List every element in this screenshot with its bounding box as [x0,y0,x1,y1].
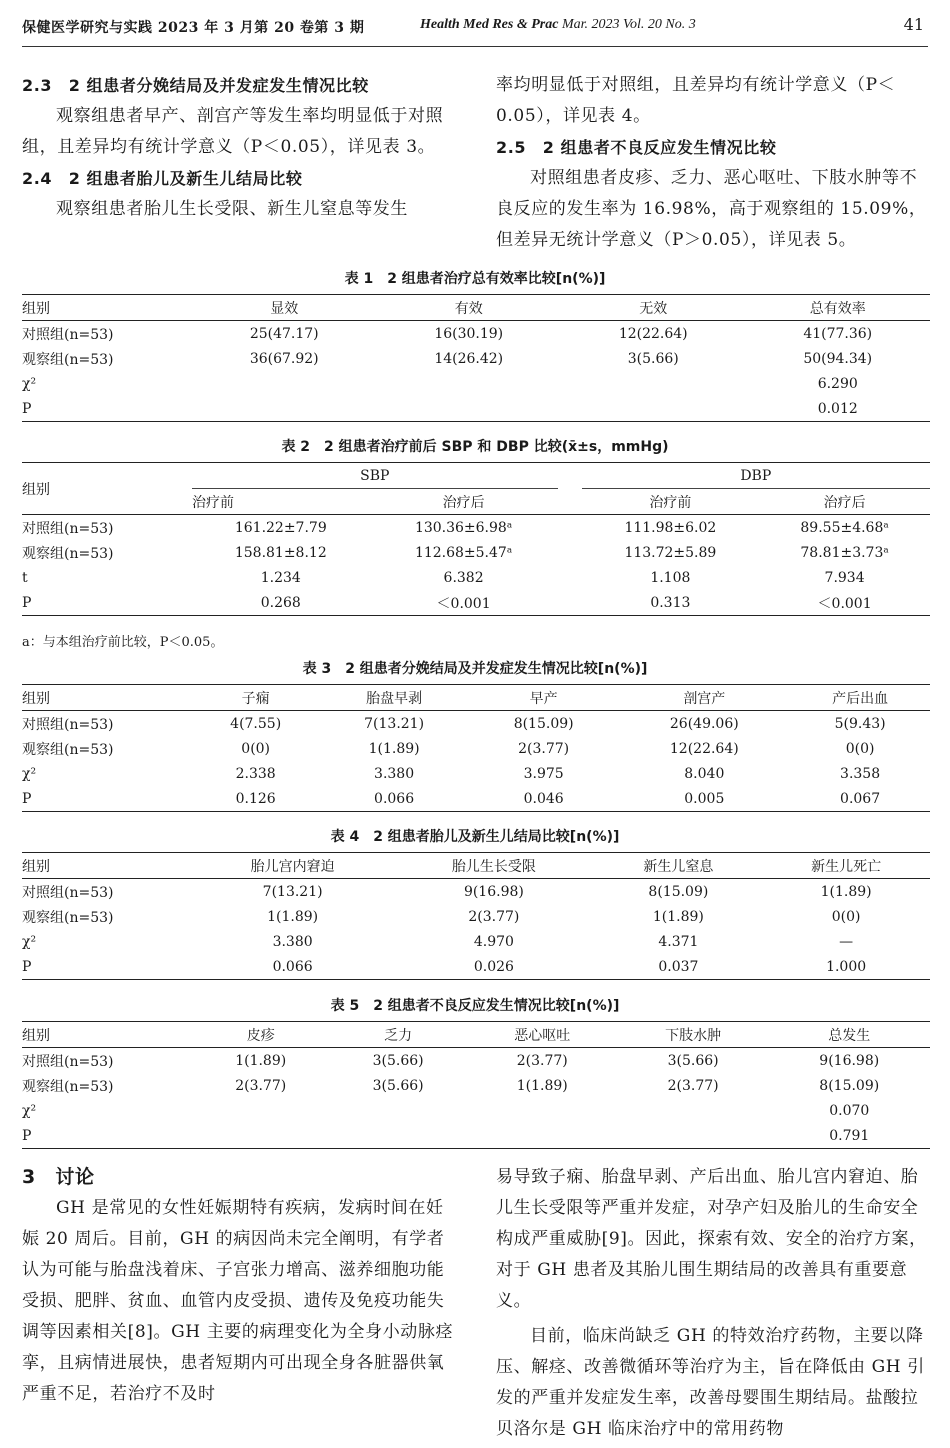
discussion-paragraph-1-continued: 易导致子痫、胎盘早剥、产后出血、胎儿宫内窘迫、胎儿生长受限等严重并发症，对孕产妇及胎儿的生命安全构成严重威胁[9]。因此，探索有效、安全的治疗方案，对于 GH 患者及其胎儿围生期结局的改善具有重要意义。 [496,1167,927,1311]
table-cell: 2(3.77) [516,1052,568,1069]
table-cell: 8.040 [684,765,725,782]
table-2-footnote: a：与本组治疗前比较，P＜0.05。 [22,635,224,650]
table-cell: 0.070 [829,1102,870,1119]
table-cell [467,1098,618,1123]
table-cell: 0.126 [192,786,319,812]
table-cell: χ² [22,375,37,392]
table-cell: 111.98±6.02 [624,519,717,536]
table-header-cell: 组别 [22,463,192,515]
table-cell: 3(5.66) [372,1077,424,1094]
table-row [22,761,930,786]
table-cell [467,1123,618,1149]
table-cell: P [22,590,192,616]
table-cell: 7(13.21) [262,883,323,900]
table-cell: 130.36±6.98ᵃ [414,519,513,536]
table-cell: 0.313 [582,590,760,616]
table-cell: 9(16.98) [819,1052,880,1069]
table-cell [618,1098,769,1123]
table-cell: 1.000 [762,954,930,980]
table-cell: 2.338 [235,765,276,782]
table-cell: 7(13.21) [364,715,425,732]
page-number: 41 [903,15,924,34]
discussion-paragraph-2: 目前，临床尚缺乏 GH 的特效治疗药物，主要以降压、解痉、改善微循环等治疗为主，旨在降低由 GH 引发的严重并发症发生率，改善母婴围生期结局。盐酸拉贝洛尔是 GH 临床治疗中的常用药物 [496,1326,925,1439]
table-cell: 对照组(n=53) [22,520,114,537]
table-header-row [22,463,930,489]
table-cell: 0.037 [595,954,763,980]
table-header-row [22,853,930,879]
table-cell: 2(3.77) [667,1077,719,1094]
table-cell: 0(0) [845,740,875,757]
table-cell: 6.382 [443,569,484,586]
table-row [22,954,930,980]
table-cell: 0.005 [618,786,790,812]
table-header-cell: 总有效率 [746,295,931,321]
table-cell: 0.066 [192,954,393,980]
table-cell: 2(3.77) [235,1077,287,1094]
table-cell: 3.380 [272,933,313,950]
table-cell: 1(1.89) [516,1077,568,1094]
table-row [22,786,930,812]
table-cell: P [22,786,192,812]
table-cell: 对照组(n=53) [22,326,114,343]
lower-left-column [22,1162,458,1410]
table-row [22,565,930,590]
table-header-cell: 无效 [561,295,746,321]
table-cell: 1(1.89) [652,908,704,925]
table-header-cell: 剖宫产 [618,685,790,711]
table-header-cell: 新生儿窒息 [595,853,763,879]
table-cell: P [22,954,192,980]
table-cell: 观察组(n=53) [22,1078,114,1095]
table-cell: t [22,569,28,586]
table-cell: 7.934 [824,569,865,586]
table-cell: 161.22±7.79 [234,519,327,536]
table-1 [22,294,930,422]
table-cell: ＜0.001 [759,590,930,616]
table-cell: 14(26.42) [434,350,504,367]
table-2 [22,462,930,616]
table-header-cell: 胎儿生长受限 [393,853,594,879]
table-cell: 对照组(n=53) [22,716,114,733]
table-row [22,879,930,905]
table-header-cell: 治疗前 [192,489,370,515]
table-cell [192,1098,329,1123]
table-cell: 0.026 [393,954,594,980]
table-cell: 26(49.06) [669,715,739,732]
table-header-row [22,685,930,711]
table-row [22,371,930,396]
table-cell: 3.380 [374,765,415,782]
table-header-cell: 显效 [192,295,377,321]
table-cell: 1(1.89) [820,883,872,900]
table-cell [377,371,562,396]
table-cell: 对照组(n=53) [22,1053,114,1070]
table-header-cell: 治疗后 [370,489,558,515]
table-cell: 113.72±5.89 [624,544,717,561]
table-header-cell: 组别 [22,853,192,879]
table-header-cell: 子痫 [192,685,319,711]
table-cell: 4(7.55) [230,715,282,732]
table-cell: 3.358 [840,765,881,782]
table-cell: 观察组(n=53) [22,545,114,562]
table-cell: P [22,396,192,422]
section-2-5-text: 对照组患者皮疹、乏力、恶心呕吐、下肢水肿等不良反应的发生率为 16.98%，高于观察组的 15.09%，但差异无统计学意义（P＞0.05），详见表 5。 [496,168,927,250]
table-cell [192,1123,329,1149]
table-row [22,1098,930,1123]
table-4 [22,852,930,980]
table-cell: ＜0.001 [370,590,558,616]
table-header-cell: 组别 [22,685,192,711]
table-cell: 41(77.36) [803,325,873,342]
table-cell: 8(15.09) [513,715,574,732]
table-cell: 1(1.89) [267,908,319,925]
table-5-title: 表 5 2 组患者不良反应发生情况比较[n(%)] [330,998,620,1014]
section-2-4-title: 2.4 2 组患者胎儿及新生儿结局比较 [22,169,303,188]
table-header-cell: 组别 [22,295,192,321]
table-4-title: 表 4 2 组患者胎儿及新生儿结局比较[n(%)] [330,829,620,845]
table-cell: 0.268 [192,590,370,616]
table-cell: χ² [22,933,37,950]
table-3 [22,684,930,812]
table-cell: 2(3.77) [468,908,520,925]
section-2-3-text: 观察组患者早产、剖宫产等发生率均明显低于对照组，且差异均有统计学意义（P＜0.05），详见表 3。 [22,106,444,157]
table-cell [377,396,562,422]
table-cell: 观察组(n=53) [22,351,114,368]
table-3-title: 表 3 2 组患者分娩结局及并发症发生情况比较[n(%)] [302,661,648,677]
table-1-title: 表 1 2 组患者治疗总有效率比较[n(%)] [344,271,606,287]
table-header-cell: SBP [192,463,558,489]
lower-right-column [496,1162,930,1445]
table-cell [192,396,377,422]
table-5 [22,1021,930,1149]
upper-right-column [496,70,930,256]
discussion-paragraph-1: GH 是常见的女性妊娠期特有疾病，发病时间在妊娠 20 周后。目前，GH 的病因尚未完全阐明，有学者认为可能与胎盘浅着床、子宫张力增高、滋养细胞功能受损、肥胖、贫血、血管内皮受损、遗传及免疫功能失调等因素相关[8]。GH 主要的病理变化为全身小动脉痉挛，且病情进展快，患者短期内可出现全身各脏器供氧严重不足，若治疗不及时 [22,1198,454,1404]
journal-name-en: Health Med Res & Prac [420,17,559,32]
table-cell: 12(22.64) [618,325,688,342]
table-header-cell: 早产 [469,685,619,711]
table-header-cell: 治疗后 [759,489,930,515]
table-header-cell: 新生儿死亡 [762,853,930,879]
table-row [22,736,930,761]
table-row [22,1123,930,1149]
table-row [22,590,930,616]
table-cell: 158.81±8.12 [234,544,327,561]
table-header-cell: 乏力 [329,1022,466,1048]
table-header-cell: 产后出血 [790,685,930,711]
table-cell: 1(1.89) [235,1052,287,1069]
table-row [22,540,930,565]
table-row [22,515,930,541]
table-cell: — [839,933,854,950]
table-header-row [22,1022,930,1048]
table-cell: 50(94.34) [803,350,873,367]
table-row [22,711,930,737]
table-cell: 0.791 [769,1123,930,1149]
table-cell: 4.970 [473,933,514,950]
table-cell: 3(5.66) [372,1052,424,1069]
table-cell: 6.290 [817,375,858,392]
table-cell: 4.371 [658,933,699,950]
table-cell: 112.68±5.47ᵃ [414,544,513,561]
table-cell: 0(0) [831,908,861,925]
table-cell: 9(16.98) [463,883,524,900]
table-2-title: 表 2 2 组患者治疗前后 SBP 和 DBP 比较(x̄±s，mmHg) [281,439,669,455]
table-cell: 1.234 [260,569,301,586]
table-header-cell: 下肢水肿 [618,1022,769,1048]
table-cell: 12(22.64) [669,740,739,757]
table-cell: 3(5.66) [627,350,679,367]
table-header-cell: 治疗前 [582,489,760,515]
table-cell: 89.55±4.68ᵃ [800,519,889,536]
table-header-cell: 胎盘早剥 [319,685,469,711]
table-cell: 1(1.89) [368,740,420,757]
table-row [22,346,930,371]
table-header-cell: 恶心呕吐 [467,1022,618,1048]
table-cell: 16(30.19) [434,325,504,342]
table-cell: 观察组(n=53) [22,909,114,926]
table-cell: 2(3.77) [518,740,570,757]
table-row [22,396,930,422]
table-header-cell: 胎儿宫内窘迫 [192,853,393,879]
table-cell: 8(15.09) [819,1077,880,1094]
table-cell: 25(47.17) [249,325,319,342]
table-row [22,929,930,954]
section-2-3-title: 2.3 2 组患者分娩结局及并发症发生情况比较 [22,76,369,95]
table-cell: 36(67.92) [249,350,319,367]
table-cell: 观察组(n=53) [22,741,114,758]
journal-header-cn: 保健医学研究与实践 2023 年 3 月第 20 卷第 3 期 [22,20,365,36]
section-2-5-title: 2.5 2 组患者不良反应发生情况比较 [496,138,777,157]
table-row [22,904,930,929]
table-cell: 0.066 [319,786,469,812]
table-cell: χ² [22,765,37,782]
table-cell: 0.067 [790,786,930,812]
table-header-cell: 皮疹 [192,1022,329,1048]
table-cell: 对照组(n=53) [22,884,114,901]
section-2-4-continued: 率均明显低于对照组，且差异均有统计学意义（P＜0.05），详见表 4。 [496,75,896,126]
table-header-cell: 有效 [377,295,562,321]
table-cell: 5(9.43) [834,715,886,732]
table-cell: χ² [22,1102,37,1119]
table-cell: P [22,1123,192,1149]
table-cell [329,1098,466,1123]
table-cell: 8(15.09) [648,883,709,900]
table-cell [192,371,377,396]
table-header-cell: 组别 [22,1022,192,1048]
table-header-row [22,295,930,321]
table-header-cell: 总发生 [769,1022,930,1048]
table-cell: 78.81±3.73ᵃ [800,544,889,561]
table-row [22,1073,930,1098]
table-cell: 3(5.66) [667,1052,719,1069]
table-cell: 0.046 [469,786,619,812]
section-3-title: 3 讨论 [22,1166,95,1188]
table-cell: 0.012 [746,396,931,422]
journal-header-en [420,17,696,33]
table-row [22,1048,930,1074]
table-cell [561,396,746,422]
table-row [22,321,930,347]
journal-issue-en: Mar. 2023 Vol. 20 No. 3 [561,17,696,32]
header-rule [22,46,928,47]
table-cell [618,1123,769,1149]
table-cell [561,371,746,396]
table-cell [329,1123,466,1149]
table-cell: 0(0) [241,740,271,757]
section-2-4-text: 观察组患者胎儿生长受限、新生儿窒息等发生 [56,199,408,219]
table-header-cell: DBP [582,463,930,489]
table-cell: 3.975 [523,765,564,782]
table-cell: 1.108 [650,569,691,586]
upper-left-column [22,70,458,225]
